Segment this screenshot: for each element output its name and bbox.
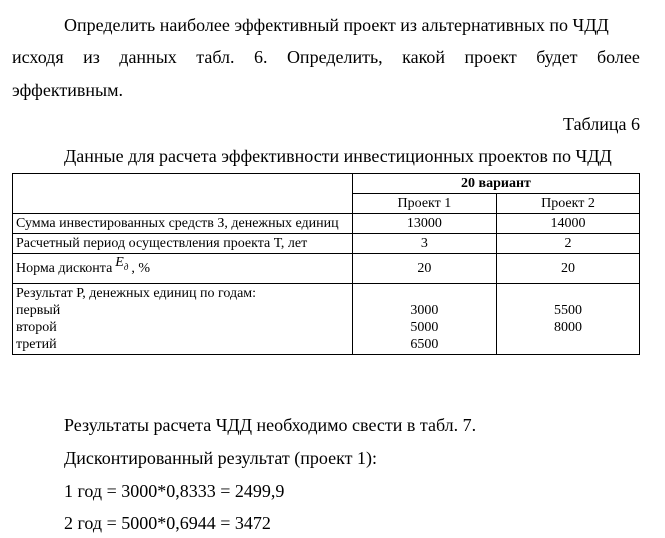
discount-rate-symbol: $E_д$	[115, 255, 129, 272]
word: более	[597, 47, 640, 67]
row-label: Сумма инвестированных средств З, денежных единиц	[13, 214, 353, 234]
intro-line-2	[12, 46, 640, 68]
word: исходя	[12, 47, 64, 67]
results-label: Результат Р, денежных единиц по годам:	[16, 286, 257, 301]
word: из	[83, 47, 100, 67]
table-title: Данные для расчета эффективности инвестиционных проектов по ЧДД	[64, 146, 612, 166]
word: какой	[402, 47, 446, 67]
word: будет	[536, 47, 578, 67]
year-value: 5500	[553, 303, 582, 318]
results-label-cell	[13, 284, 353, 355]
discount-rate-label: Норма дисконта	[16, 261, 113, 277]
project-2-value: 20	[496, 254, 639, 284]
word: проект	[464, 47, 517, 67]
after-line-3: 1 год = 3000*0,8333 = 2499,9	[64, 481, 285, 501]
project-1-value: 3	[352, 234, 496, 254]
word: табл.	[196, 47, 235, 67]
year-label: второй	[16, 320, 57, 335]
project-1-value: 20	[352, 254, 496, 284]
discount-rate-unit: , %	[131, 261, 151, 277]
after-line-2: Дисконтированный результат (проект 1):	[64, 448, 377, 468]
table-row	[13, 214, 640, 234]
row-label: Расчетный период осуществления проекта Т, лет	[13, 234, 353, 254]
year-value: 6500	[410, 337, 439, 352]
project-2-value: 14000	[496, 214, 639, 234]
word: Определить,	[286, 47, 383, 67]
table-row-results	[13, 284, 640, 355]
table-header-row	[13, 174, 640, 194]
after-line-4: 2 год = 5000*0,6944 = 3472	[64, 513, 271, 533]
year-value: 3000	[410, 303, 439, 318]
project-2-header: Проект 2	[496, 194, 639, 214]
variant-header: 20 вариант	[352, 174, 639, 194]
table-row	[13, 234, 640, 254]
project-1-results	[352, 284, 496, 355]
project-1-header: Проект 1	[352, 194, 496, 214]
table-row	[13, 254, 640, 284]
project-2-value: 2	[496, 234, 639, 254]
header-empty-cell	[13, 174, 353, 214]
word: данных	[119, 47, 177, 67]
year-value: 8000	[553, 320, 582, 335]
row-label	[13, 254, 353, 284]
after-line-1: Результаты расчета ЧДД необходимо свести в табл. 7.	[64, 415, 477, 435]
project-1-value: 13000	[352, 214, 496, 234]
year-label: первый	[16, 303, 61, 318]
year-value	[500, 336, 636, 353]
year-value: 5000	[410, 320, 439, 335]
table-number: Таблица 6	[563, 114, 640, 134]
word: 6.	[253, 47, 268, 67]
year-label: третий	[16, 337, 57, 352]
project-2-results	[496, 284, 639, 355]
intro-line-3: эффективным.	[12, 80, 123, 100]
data-table	[12, 173, 640, 355]
intro-line-1: Определить наиболее эффективный проект из альтернативных по ЧДД	[64, 15, 609, 35]
